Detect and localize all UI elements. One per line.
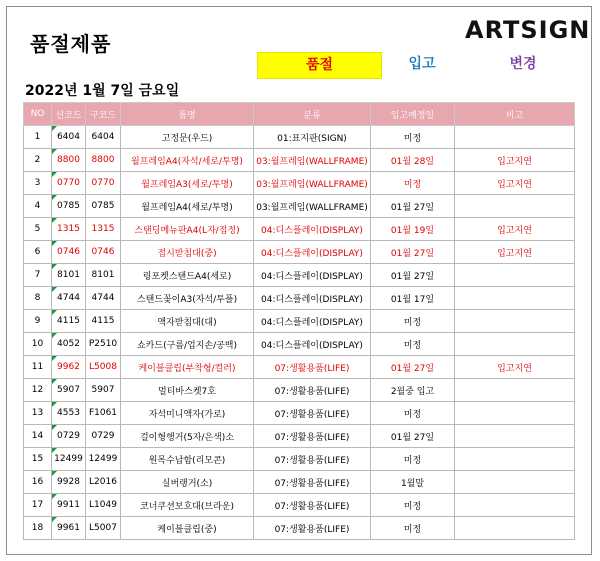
cell-note[interactable]: 입고지연: [455, 241, 575, 264]
cell-restock-date[interactable]: 미정: [371, 494, 455, 517]
cell-restock-date[interactable]: 01월 27일: [371, 195, 455, 218]
cell-restock-date[interactable]: 2월중 입고: [371, 379, 455, 402]
report-date: 2022년 1월 7일 금요일: [25, 83, 180, 99]
cell-no[interactable]: 13: [24, 402, 52, 425]
cell-note[interactable]: 입고지연: [455, 356, 575, 379]
cell-restock-date[interactable]: 01월 27일: [371, 241, 455, 264]
cell-note[interactable]: [455, 333, 575, 356]
cell-new-code[interactable]: 12499: [52, 448, 86, 471]
header-restock-date: 입고예정일: [371, 103, 455, 126]
table-row: [24, 287, 575, 310]
cell-no[interactable]: 1: [24, 126, 52, 149]
comment-marker-icon: [52, 379, 57, 384]
cell-no[interactable]: 9: [24, 310, 52, 333]
cell-category[interactable]: 07:생활용품(LIFE): [254, 356, 371, 379]
header-note: 비고: [455, 103, 575, 126]
comment-marker-icon: [52, 218, 57, 223]
cell-no[interactable]: 10: [24, 333, 52, 356]
cell-category[interactable]: 04:디스플레이(DISPLAY): [254, 218, 371, 241]
cell-category[interactable]: 07:생활용품(LIFE): [254, 402, 371, 425]
comment-marker-icon: [52, 471, 57, 476]
comment-marker-icon: [52, 195, 57, 200]
tab-restock[interactable]: 입고: [408, 56, 436, 72]
cell-new-code[interactable]: 0746: [52, 241, 86, 264]
cell-old-code[interactable]: L5008: [86, 356, 121, 379]
cell-category[interactable]: 07:생활용품(LIFE): [254, 517, 371, 540]
cell-category[interactable]: 07:생활용품(LIFE): [254, 448, 371, 471]
table-row: [24, 310, 575, 333]
cell-note[interactable]: 입고지연: [455, 149, 575, 172]
comment-marker-icon: [52, 494, 57, 499]
comment-marker-icon: [52, 172, 57, 177]
cell-product-name[interactable]: 코너쿠션보호대(브라운): [121, 494, 254, 517]
cell-new-code[interactable]: 0770: [52, 172, 86, 195]
cell-product-name[interactable]: 링포켓스탠드A4(세로): [121, 264, 254, 287]
cell-restock-date[interactable]: 01월 19일: [371, 218, 455, 241]
table-row: [24, 448, 575, 471]
cell-no[interactable]: 5: [24, 218, 52, 241]
cell-no[interactable]: 6: [24, 241, 52, 264]
cell-product-name[interactable]: 월프레임A4(자석/세로/투명): [121, 149, 254, 172]
cell-old-code[interactable]: 0729: [86, 425, 121, 448]
cell-new-code[interactable]: 6404: [52, 126, 86, 149]
cell-note[interactable]: 입고지연: [455, 218, 575, 241]
cell-no[interactable]: 14: [24, 425, 52, 448]
cell-no[interactable]: 2: [24, 149, 52, 172]
cell-restock-date[interactable]: 미정: [371, 448, 455, 471]
cell-no[interactable]: 12: [24, 379, 52, 402]
cell-restock-date[interactable]: 1월말: [371, 471, 455, 494]
cell-note[interactable]: [455, 471, 575, 494]
cell-category[interactable]: 07:생활용품(LIFE): [254, 471, 371, 494]
cell-product-name[interactable]: 쇼카드(구름/업지손/공백): [121, 333, 254, 356]
table-row: [24, 356, 575, 379]
tab-change[interactable]: 변경: [509, 56, 537, 72]
cell-no[interactable]: 7: [24, 264, 52, 287]
cell-no[interactable]: 11: [24, 356, 52, 379]
cell-category[interactable]: 07:생활용품(LIFE): [254, 425, 371, 448]
comment-marker-icon: [52, 264, 57, 269]
cell-old-code[interactable]: 6404: [86, 126, 121, 149]
cell-old-code[interactable]: 1315: [86, 218, 121, 241]
cell-category[interactable]: 07:생활용품(LIFE): [254, 379, 371, 402]
cell-product-name[interactable]: 멀티바스켓7호: [121, 379, 254, 402]
cell-product-name[interactable]: 액자받침대(대): [121, 310, 254, 333]
cell-restock-date[interactable]: 01월 27일: [371, 264, 455, 287]
table-row: [24, 241, 575, 264]
header-product-name: 품명: [121, 103, 254, 126]
cell-category[interactable]: 03:월프레임(WALLFRAME): [254, 172, 371, 195]
cell-new-code[interactable]: 9962: [52, 356, 86, 379]
cell-new-code[interactable]: 1315: [52, 218, 86, 241]
cell-old-code[interactable]: L5007: [86, 517, 121, 540]
cell-product-name[interactable]: 걸이형행거(5자/은색)소: [121, 425, 254, 448]
cell-note[interactable]: [455, 264, 575, 287]
table-row: [24, 195, 575, 218]
cell-new-code[interactable]: 0785: [52, 195, 86, 218]
cell-restock-date[interactable]: 01월 28일: [371, 149, 455, 172]
tab-out-of-stock[interactable]: 품절: [257, 52, 382, 79]
cell-note[interactable]: [455, 310, 575, 333]
cell-old-code[interactable]: L1049: [86, 494, 121, 517]
comment-marker-icon: [52, 333, 57, 338]
header-category: 분류: [254, 103, 371, 126]
cell-product-name[interactable]: 고정문(우드): [121, 126, 254, 149]
cell-new-code[interactable]: 5907: [52, 379, 86, 402]
cell-restock-date[interactable]: 01월 27일: [371, 356, 455, 379]
cell-product-name[interactable]: 월프레임A4(세로/투명): [121, 195, 254, 218]
page-title: 품절제품: [30, 32, 112, 56]
cell-no[interactable]: 8: [24, 287, 52, 310]
cell-category[interactable]: 04:디스플레이(DISPLAY): [254, 241, 371, 264]
comment-marker-icon: [52, 126, 57, 131]
cell-category[interactable]: 04:디스플레이(DISPLAY): [254, 310, 371, 333]
cell-note[interactable]: [455, 517, 575, 540]
cell-note[interactable]: 입고지연: [455, 172, 575, 195]
header-new-code: 신코드: [52, 103, 86, 126]
cell-new-code[interactable]: 8101: [52, 264, 86, 287]
comment-marker-icon: [52, 310, 57, 315]
cell-product-name[interactable]: 월프레임A3(세로/투명): [121, 172, 254, 195]
cell-new-code[interactable]: 8800: [52, 149, 86, 172]
cell-no[interactable]: 15: [24, 448, 52, 471]
cell-new-code[interactable]: 4744: [52, 287, 86, 310]
table-row: [24, 517, 575, 540]
cell-category[interactable]: 07:생활용품(LIFE): [254, 494, 371, 517]
cell-restock-date[interactable]: 미정: [371, 402, 455, 425]
cell-product-name[interactable]: 스탠딩메뉴판A4(L자/접정): [121, 218, 254, 241]
comment-marker-icon: [52, 287, 57, 292]
cell-restock-date[interactable]: 미정: [371, 517, 455, 540]
header-no: NO: [24, 103, 52, 126]
cell-new-code[interactable]: 9961: [52, 517, 86, 540]
cell-restock-date[interactable]: 미정: [371, 126, 455, 149]
cell-product-name[interactable]: 케이블클립(부착형/컬러): [121, 356, 254, 379]
cell-product-name[interactable]: 실버랭거(소): [121, 471, 254, 494]
cell-no[interactable]: 4: [24, 195, 52, 218]
table-row: [24, 471, 575, 494]
cell-restock-date[interactable]: 미정: [371, 333, 455, 356]
cell-new-code[interactable]: 9928: [52, 471, 86, 494]
cell-no[interactable]: 17: [24, 494, 52, 517]
cell-old-code[interactable]: 5907: [86, 379, 121, 402]
cell-old-code[interactable]: 12499: [86, 448, 121, 471]
cell-old-code[interactable]: 0770: [86, 172, 121, 195]
table-row: [24, 333, 575, 356]
cell-old-code[interactable]: 4744: [86, 287, 121, 310]
cell-old-code[interactable]: 8800: [86, 149, 121, 172]
cell-product-name[interactable]: 케이블클립(중): [121, 517, 254, 540]
cell-note[interactable]: [455, 126, 575, 149]
cell-category[interactable]: 04:디스플레이(DISPLAY): [254, 264, 371, 287]
table-header-row: [24, 103, 575, 126]
comment-marker-icon: [52, 149, 57, 154]
cell-note[interactable]: [455, 402, 575, 425]
cell-product-name[interactable]: 접시받침대(중): [121, 241, 254, 264]
comment-marker-icon: [52, 425, 57, 430]
brand-logo: ARTSIGN: [465, 16, 591, 44]
cell-no[interactable]: 3: [24, 172, 52, 195]
table-row: [24, 264, 575, 287]
comment-marker-icon: [52, 448, 57, 453]
cell-product-name[interactable]: 자석미니액자(가로): [121, 402, 254, 425]
cell-old-code[interactable]: L2016: [86, 471, 121, 494]
cell-no[interactable]: 18: [24, 517, 52, 540]
cell-old-code[interactable]: P2510: [86, 333, 121, 356]
cell-note[interactable]: [455, 425, 575, 448]
cell-old-code[interactable]: 8101: [86, 264, 121, 287]
table-row: [24, 402, 575, 425]
cell-new-code[interactable]: 0729: [52, 425, 86, 448]
cell-note[interactable]: [455, 287, 575, 310]
cell-restock-date[interactable]: 01월 17일: [371, 287, 455, 310]
cell-new-code[interactable]: 9911: [52, 494, 86, 517]
cell-note[interactable]: [455, 448, 575, 471]
table-row: [24, 149, 575, 172]
cell-new-code[interactable]: 4052: [52, 333, 86, 356]
cell-category[interactable]: 04:디스플레이(DISPLAY): [254, 333, 371, 356]
cell-category[interactable]: 04:디스플레이(DISPLAY): [254, 287, 371, 310]
table-row: [24, 172, 575, 195]
table-row: [24, 425, 575, 448]
cell-old-code[interactable]: 4115: [86, 310, 121, 333]
table-row: [24, 379, 575, 402]
out-of-stock-table: [23, 102, 575, 540]
cell-new-code[interactable]: 4553: [52, 402, 86, 425]
comment-marker-icon: [52, 402, 57, 407]
cell-old-code[interactable]: 0746: [86, 241, 121, 264]
comment-marker-icon: [52, 241, 57, 246]
comment-marker-icon: [52, 517, 57, 522]
cell-note[interactable]: [455, 494, 575, 517]
table-row: [24, 218, 575, 241]
table-row: [24, 126, 575, 149]
cell-category[interactable]: 03:월프레임(WALLFRAME): [254, 195, 371, 218]
cell-note[interactable]: [455, 379, 575, 402]
cell-old-code[interactable]: F1061: [86, 402, 121, 425]
cell-note[interactable]: [455, 195, 575, 218]
cell-restock-date[interactable]: 01월 27일: [371, 425, 455, 448]
table-row: [24, 494, 575, 517]
cell-restock-date[interactable]: 미정: [371, 172, 455, 195]
header-old-code: 구코드: [86, 103, 121, 126]
cell-category[interactable]: 01:표지판(SIGN): [254, 126, 371, 149]
cell-product-name[interactable]: 원목수납함(리모콘): [121, 448, 254, 471]
cell-category[interactable]: 03:월프레임(WALLFRAME): [254, 149, 371, 172]
cell-new-code[interactable]: 4115: [52, 310, 86, 333]
cell-old-code[interactable]: 0785: [86, 195, 121, 218]
cell-restock-date[interactable]: 미정: [371, 310, 455, 333]
cell-no[interactable]: 16: [24, 471, 52, 494]
cell-product-name[interactable]: 스탠드꽂이A3(자석/투플): [121, 287, 254, 310]
comment-marker-icon: [52, 356, 57, 361]
